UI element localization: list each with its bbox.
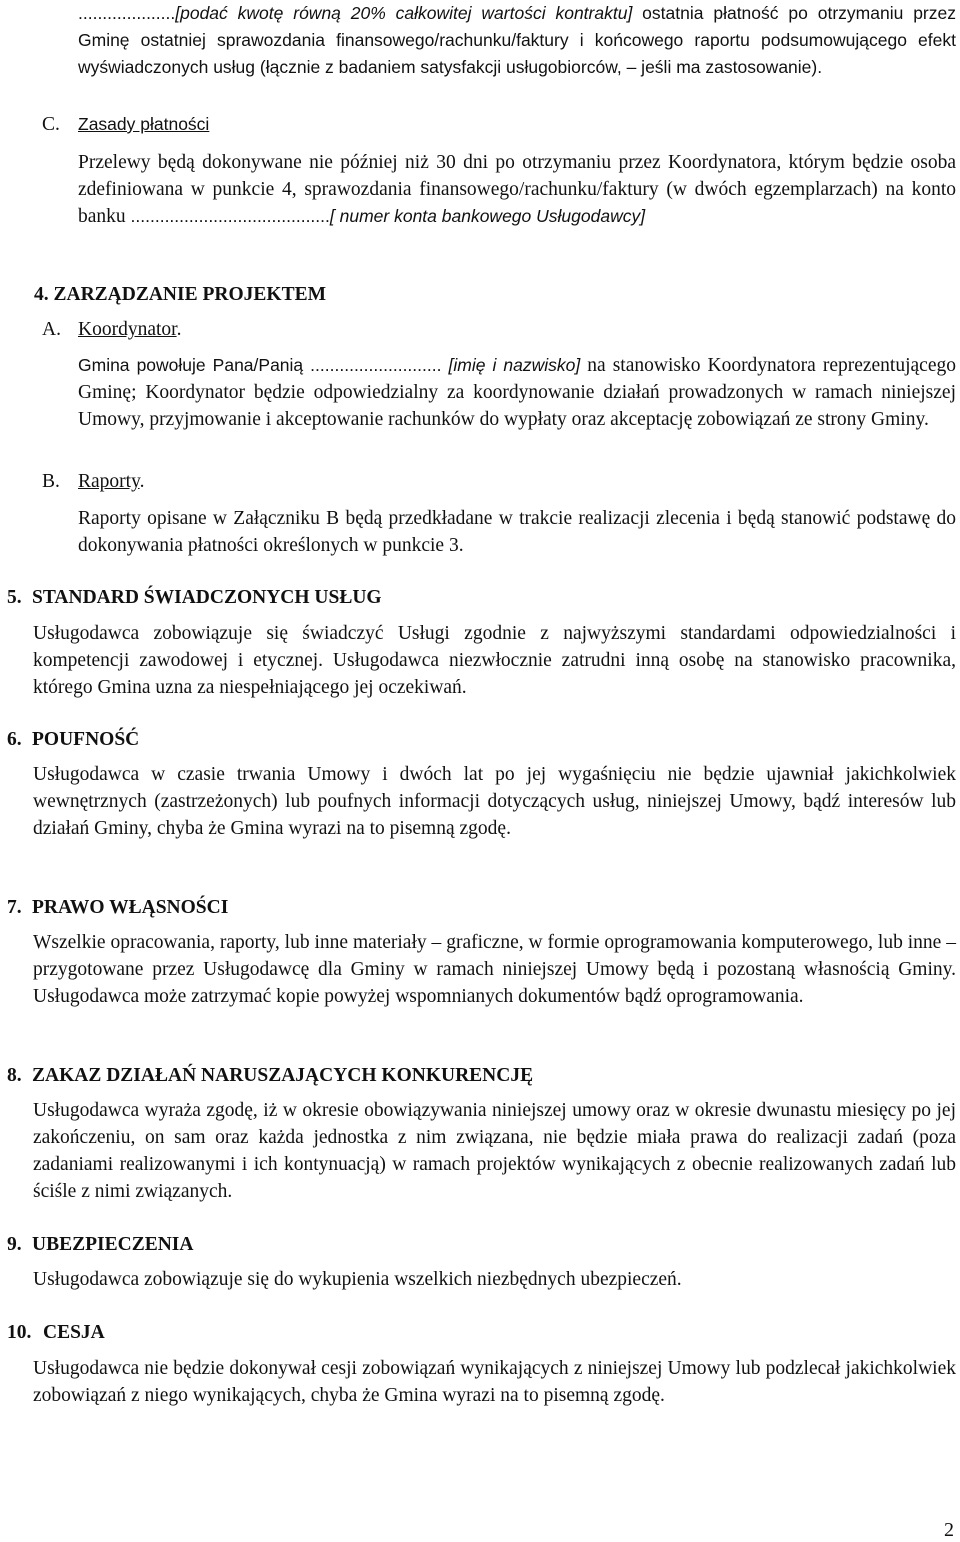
section-5-title: STANDARD ŚWIADCZONYCH USŁUG	[32, 587, 382, 608]
section-6-title: POUFNOŚĆ	[32, 729, 140, 750]
section-10-title: CESJA	[43, 1322, 105, 1343]
section-4a-text-rest: na stanowisko Koordynatora reprezentującego Gminę; Koordynator będzie odpowiedzialny za koordynowanie działań prowadzonych w ramach niniejszej Umowy, przyjmowanie i akceptowanie rachunków do wypłaty oraz akceptację zobowiązań ze strony Gminy.	[78, 355, 956, 430]
section-4a-letter: A.	[42, 319, 61, 340]
section-c-dots: .........................................	[130, 206, 330, 226]
section-5-heading	[7, 584, 382, 611]
section-4b-heading: B. Raporty.	[42, 468, 144, 495]
intro-text: ostatnia płatność po otrzymaniu przez Gminę ostatniej sprawozdania finansowego/rachunku/faktury i końcowego raportu podsumowującego efekt wyświadczonych usług (łącznie z badaniem satysfakcji usługobiorców, – jeśli ma zastosowanie).	[78, 3, 956, 77]
section-c-title: Zasady płatności	[78, 114, 210, 134]
section-6-body: Usługodawca w czasie trwania Umowy i dwóch lat po jej wygaśnięciu nie będzie ujawniał jakichkolwiek wewnętrznych (zastrzeżonych) lub poufnych informacji dotyczących usług, niniejszej Umowy, bądź interesów lub działań Gminy, chyba że Gmina wyrazi na to pisemną zgodę.	[33, 764, 956, 839]
section-5-body: Usługodawca zobowiązuje się świadczyć Usługi zgodnie z najwyższymi standardami odpowiedzialności i kompetencji zawodowej i etycznej. Usługodawca niezwłocznie zatrudni inną osobę na stanowisko pracownika, którego Gmina uzna za niespełniającego jej oczekiwań.	[33, 623, 956, 698]
section-4a-title: Koordynator	[78, 319, 177, 340]
section-c-heading	[42, 111, 209, 138]
intro-dots: ....................	[78, 3, 176, 23]
section-9-title: UBEZPIECZENIA	[32, 1234, 194, 1255]
section-c-account-placeholder: [ numer konta bankowego Usługodawcy]	[329, 206, 646, 226]
section-4a-body	[78, 352, 956, 433]
section-6-number: 6.	[7, 729, 22, 750]
section-7-title: PRAWO WŁĄSNOŚCI	[32, 897, 229, 918]
section-c-letter: C.	[42, 114, 60, 135]
page-number: 2	[944, 1519, 954, 1541]
intro-placeholder-amount: [podać kwotę równą 20% całkowitej wartości kontraktu]	[175, 3, 633, 23]
section-5-number: 5.	[7, 587, 22, 608]
section-8-heading	[7, 1062, 533, 1089]
section-4a-text-start: Gmina powołuje Pana/Panią ...........................	[78, 355, 442, 375]
section-9-number: 9.	[7, 1234, 22, 1255]
section-4b-title: Raporty	[78, 471, 140, 492]
section-10-number: 10.	[7, 1322, 32, 1343]
section-8-number: 8.	[7, 1065, 22, 1086]
section-7-body: Wszelkie opracowania, raporty, lub inne materiały – graficzne, w formie oprogramowania komputerowego, lub inne – przygotowane przez Usługodawcę dla Gminy w ramach niniejszej Umowy będą i pozostaną własnością Gminy. Usługodawca może zatrzymać kopie powyżej wspomnianych dokumentów bądź oprogramowania.	[33, 932, 956, 1007]
section-7-number: 7.	[7, 897, 22, 918]
section-c-text: Przelewy będą dokonywane nie później niż 30 dni po otrzymaniu przez Koordynatora, którym będzie osoba zdefiniowana w punkcie 4, sprawozdania finansowego/rachunku/faktury (w dwóch egzemplarzach) na konto banku	[78, 152, 956, 227]
section-7-heading	[7, 894, 228, 921]
section-9-body: Usługodawca zobowiązuje się do wykupienia wszelkich niezbędnych ubezpieczeń.	[33, 1269, 682, 1290]
section-4b-body: Raporty opisane w Załączniku B będą przedkładane w trakcie realizacji zlecenia i będą stanowić podstawę do dokonywania płatności określonych w punkcie 3.	[78, 508, 956, 556]
section-c-body	[78, 149, 956, 230]
section-9-heading	[7, 1231, 193, 1258]
section-8-title: ZAKAZ DZIAŁAŃ NARUSZAJĄCYCH KONKURENCJĘ	[32, 1065, 534, 1086]
section-8-body: Usługodawca wyraża zgodę, iż w okresie obowiązywania niniejszej umowy oraz w okresie dwunastu miesięcy po jej zakończeniu, on sam oraz każda jednostka z nim związana, nie będzie miała prawa do realizacji zadań (poza zadaniami realizowanymi i ich kontynuacją) w ramach projektów wynikających z obecnie realizowanych zadań lub ściśle z nimi związanych.	[33, 1100, 956, 1202]
section-10-body: Usługodawca nie będzie dokonywał cesji zobowiązań wynikających z niniejszej Umowy lub podzlecał jakichkolwiek zobowiązań z niego wynikających, chyba że Gmina wyrazi na to pisemną zgodę.	[33, 1358, 956, 1406]
section-4-heading: 4. ZARZĄDZANIE PROJEKTEM	[34, 284, 326, 305]
section-4a-name-placeholder: [imię i nazwisko]	[441, 355, 581, 375]
section-6-heading	[7, 726, 139, 753]
intro-paragraph	[78, 0, 956, 81]
section-4b-letter: B.	[42, 471, 60, 492]
section-10-heading	[7, 1319, 105, 1346]
section-4a-heading: A. Koordynator.	[42, 316, 181, 343]
